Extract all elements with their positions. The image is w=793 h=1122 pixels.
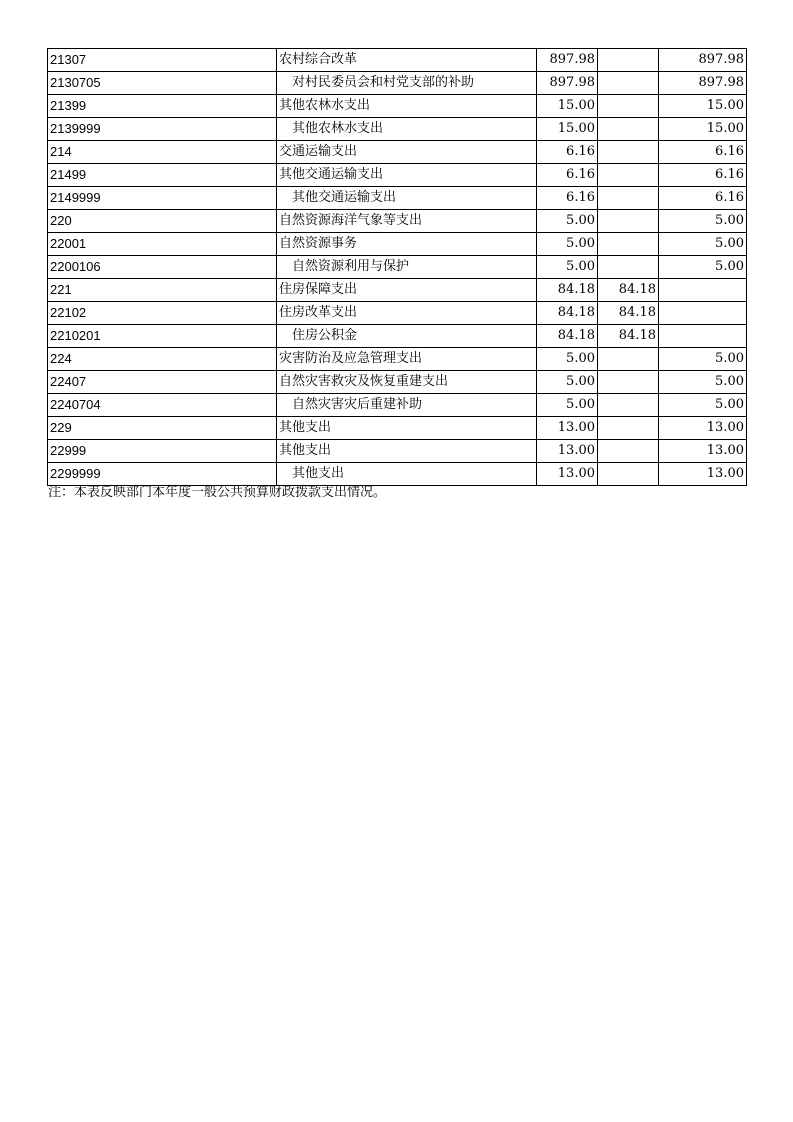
subject-name-cell: 对村民委员会和村党支部的补助 (277, 72, 537, 95)
basic-expenditure-cell (598, 417, 659, 440)
total-amount-cell: 6.16 (537, 187, 598, 210)
budget-table-body (48, 49, 747, 486)
table-row (48, 256, 747, 279)
basic-expenditure-cell (598, 95, 659, 118)
total-amount-cell: 13.00 (537, 440, 598, 463)
basic-expenditure-cell (598, 371, 659, 394)
subject-code-cell: 2139999 (48, 118, 277, 141)
project-expenditure-cell: 5.00 (659, 233, 747, 256)
table-row (48, 371, 747, 394)
budget-table (47, 48, 747, 486)
basic-expenditure-cell: 84.18 (598, 279, 659, 302)
total-amount-cell: 13.00 (537, 463, 598, 486)
basic-expenditure-cell (598, 256, 659, 279)
basic-expenditure-cell (598, 463, 659, 486)
basic-expenditure-cell (598, 233, 659, 256)
subject-name-cell: 自然资源事务 (277, 233, 537, 256)
basic-expenditure-cell (598, 394, 659, 417)
subject-code-cell: 229 (48, 417, 277, 440)
subject-name-cell: 其他交通运输支出 (277, 164, 537, 187)
total-amount-cell: 15.00 (537, 118, 598, 141)
basic-expenditure-cell: 84.18 (598, 302, 659, 325)
subject-name-cell: 其他支出 (277, 440, 537, 463)
table-row (48, 164, 747, 187)
subject-code-cell: 21399 (48, 95, 277, 118)
total-amount-cell: 13.00 (537, 417, 598, 440)
table-row (48, 233, 747, 256)
subject-name-cell: 灾害防治及应急管理支出 (277, 348, 537, 371)
subject-code-cell: 21307 (48, 49, 277, 72)
table-row (48, 95, 747, 118)
table-row (48, 49, 747, 72)
subject-code-cell: 2130705 (48, 72, 277, 95)
total-amount-cell: 5.00 (537, 210, 598, 233)
table-footnote: 注：本表反映部门本年度一般公共预算财政拨款支出情况。 (48, 485, 387, 500)
project-expenditure-cell: 5.00 (659, 210, 747, 233)
project-expenditure-cell: 897.98 (659, 72, 747, 95)
basic-expenditure-cell (598, 440, 659, 463)
subject-code-cell: 214 (48, 141, 277, 164)
basic-expenditure-cell (598, 187, 659, 210)
subject-name-cell: 自然灾害灾后重建补助 (277, 394, 537, 417)
project-expenditure-cell: 5.00 (659, 256, 747, 279)
basic-expenditure-cell (598, 49, 659, 72)
total-amount-cell: 6.16 (537, 164, 598, 187)
subject-code-cell: 2210201 (48, 325, 277, 348)
subject-code-cell: 22102 (48, 302, 277, 325)
table-row (48, 72, 747, 95)
total-amount-cell: 5.00 (537, 233, 598, 256)
subject-code-cell: 2149999 (48, 187, 277, 210)
project-expenditure-cell: 6.16 (659, 141, 747, 164)
subject-name-cell: 自然资源海洋气象等支出 (277, 210, 537, 233)
total-amount-cell: 897.98 (537, 49, 598, 72)
subject-code-cell: 220 (48, 210, 277, 233)
project-expenditure-cell: 5.00 (659, 394, 747, 417)
table-row (48, 302, 747, 325)
total-amount-cell: 15.00 (537, 95, 598, 118)
subject-code-cell: 2299999 (48, 463, 277, 486)
total-amount-cell: 84.18 (537, 279, 598, 302)
subject-name-cell: 其他支出 (277, 417, 537, 440)
total-amount-cell: 5.00 (537, 394, 598, 417)
table-row (48, 440, 747, 463)
basic-expenditure-cell (598, 72, 659, 95)
subject-code-cell: 22999 (48, 440, 277, 463)
project-expenditure-cell: 13.00 (659, 417, 747, 440)
subject-code-cell: 21499 (48, 164, 277, 187)
subject-name-cell: 住房保障支出 (277, 279, 537, 302)
total-amount-cell: 84.18 (537, 325, 598, 348)
basic-expenditure-cell (598, 141, 659, 164)
basic-expenditure-cell (598, 348, 659, 371)
project-expenditure-cell: 15.00 (659, 118, 747, 141)
subject-name-cell: 住房改革支出 (277, 302, 537, 325)
subject-name-cell: 自然资源利用与保护 (277, 256, 537, 279)
basic-expenditure-cell: 84.18 (598, 325, 659, 348)
table-row (48, 141, 747, 164)
basic-expenditure-cell (598, 210, 659, 233)
project-expenditure-cell: 15.00 (659, 95, 747, 118)
subject-code-cell: 22407 (48, 371, 277, 394)
subject-name-cell: 其他农林水支出 (277, 95, 537, 118)
project-expenditure-cell: 6.16 (659, 164, 747, 187)
subject-name-cell: 其他支出 (277, 463, 537, 486)
total-amount-cell: 5.00 (537, 256, 598, 279)
table-row (48, 394, 747, 417)
total-amount-cell: 6.16 (537, 141, 598, 164)
subject-name-cell: 其他交通运输支出 (277, 187, 537, 210)
project-expenditure-cell: 13.00 (659, 440, 747, 463)
table-row (48, 210, 747, 233)
total-amount-cell: 897.98 (537, 72, 598, 95)
subject-name-cell: 农村综合改革 (277, 49, 537, 72)
project-expenditure-cell (659, 302, 747, 325)
project-expenditure-cell (659, 279, 747, 302)
table-row (48, 118, 747, 141)
total-amount-cell: 84.18 (537, 302, 598, 325)
table-row (48, 187, 747, 210)
table-row (48, 348, 747, 371)
basic-expenditure-cell (598, 164, 659, 187)
basic-expenditure-cell (598, 118, 659, 141)
subject-code-cell: 2200106 (48, 256, 277, 279)
table-row (48, 417, 747, 440)
subject-name-cell: 交通运输支出 (277, 141, 537, 164)
project-expenditure-cell: 897.98 (659, 49, 747, 72)
subject-code-cell: 22001 (48, 233, 277, 256)
table-row (48, 279, 747, 302)
project-expenditure-cell (659, 325, 747, 348)
subject-name-cell: 住房公积金 (277, 325, 537, 348)
subject-name-cell: 其他农林水支出 (277, 118, 537, 141)
subject-code-cell: 2240704 (48, 394, 277, 417)
project-expenditure-cell: 5.00 (659, 371, 747, 394)
project-expenditure-cell: 6.16 (659, 187, 747, 210)
subject-code-cell: 224 (48, 348, 277, 371)
subject-code-cell: 221 (48, 279, 277, 302)
table-row (48, 325, 747, 348)
total-amount-cell: 5.00 (537, 348, 598, 371)
subject-name-cell: 自然灾害救灾及恢复重建支出 (277, 371, 537, 394)
total-amount-cell: 5.00 (537, 371, 598, 394)
project-expenditure-cell: 13.00 (659, 463, 747, 486)
project-expenditure-cell: 5.00 (659, 348, 747, 371)
